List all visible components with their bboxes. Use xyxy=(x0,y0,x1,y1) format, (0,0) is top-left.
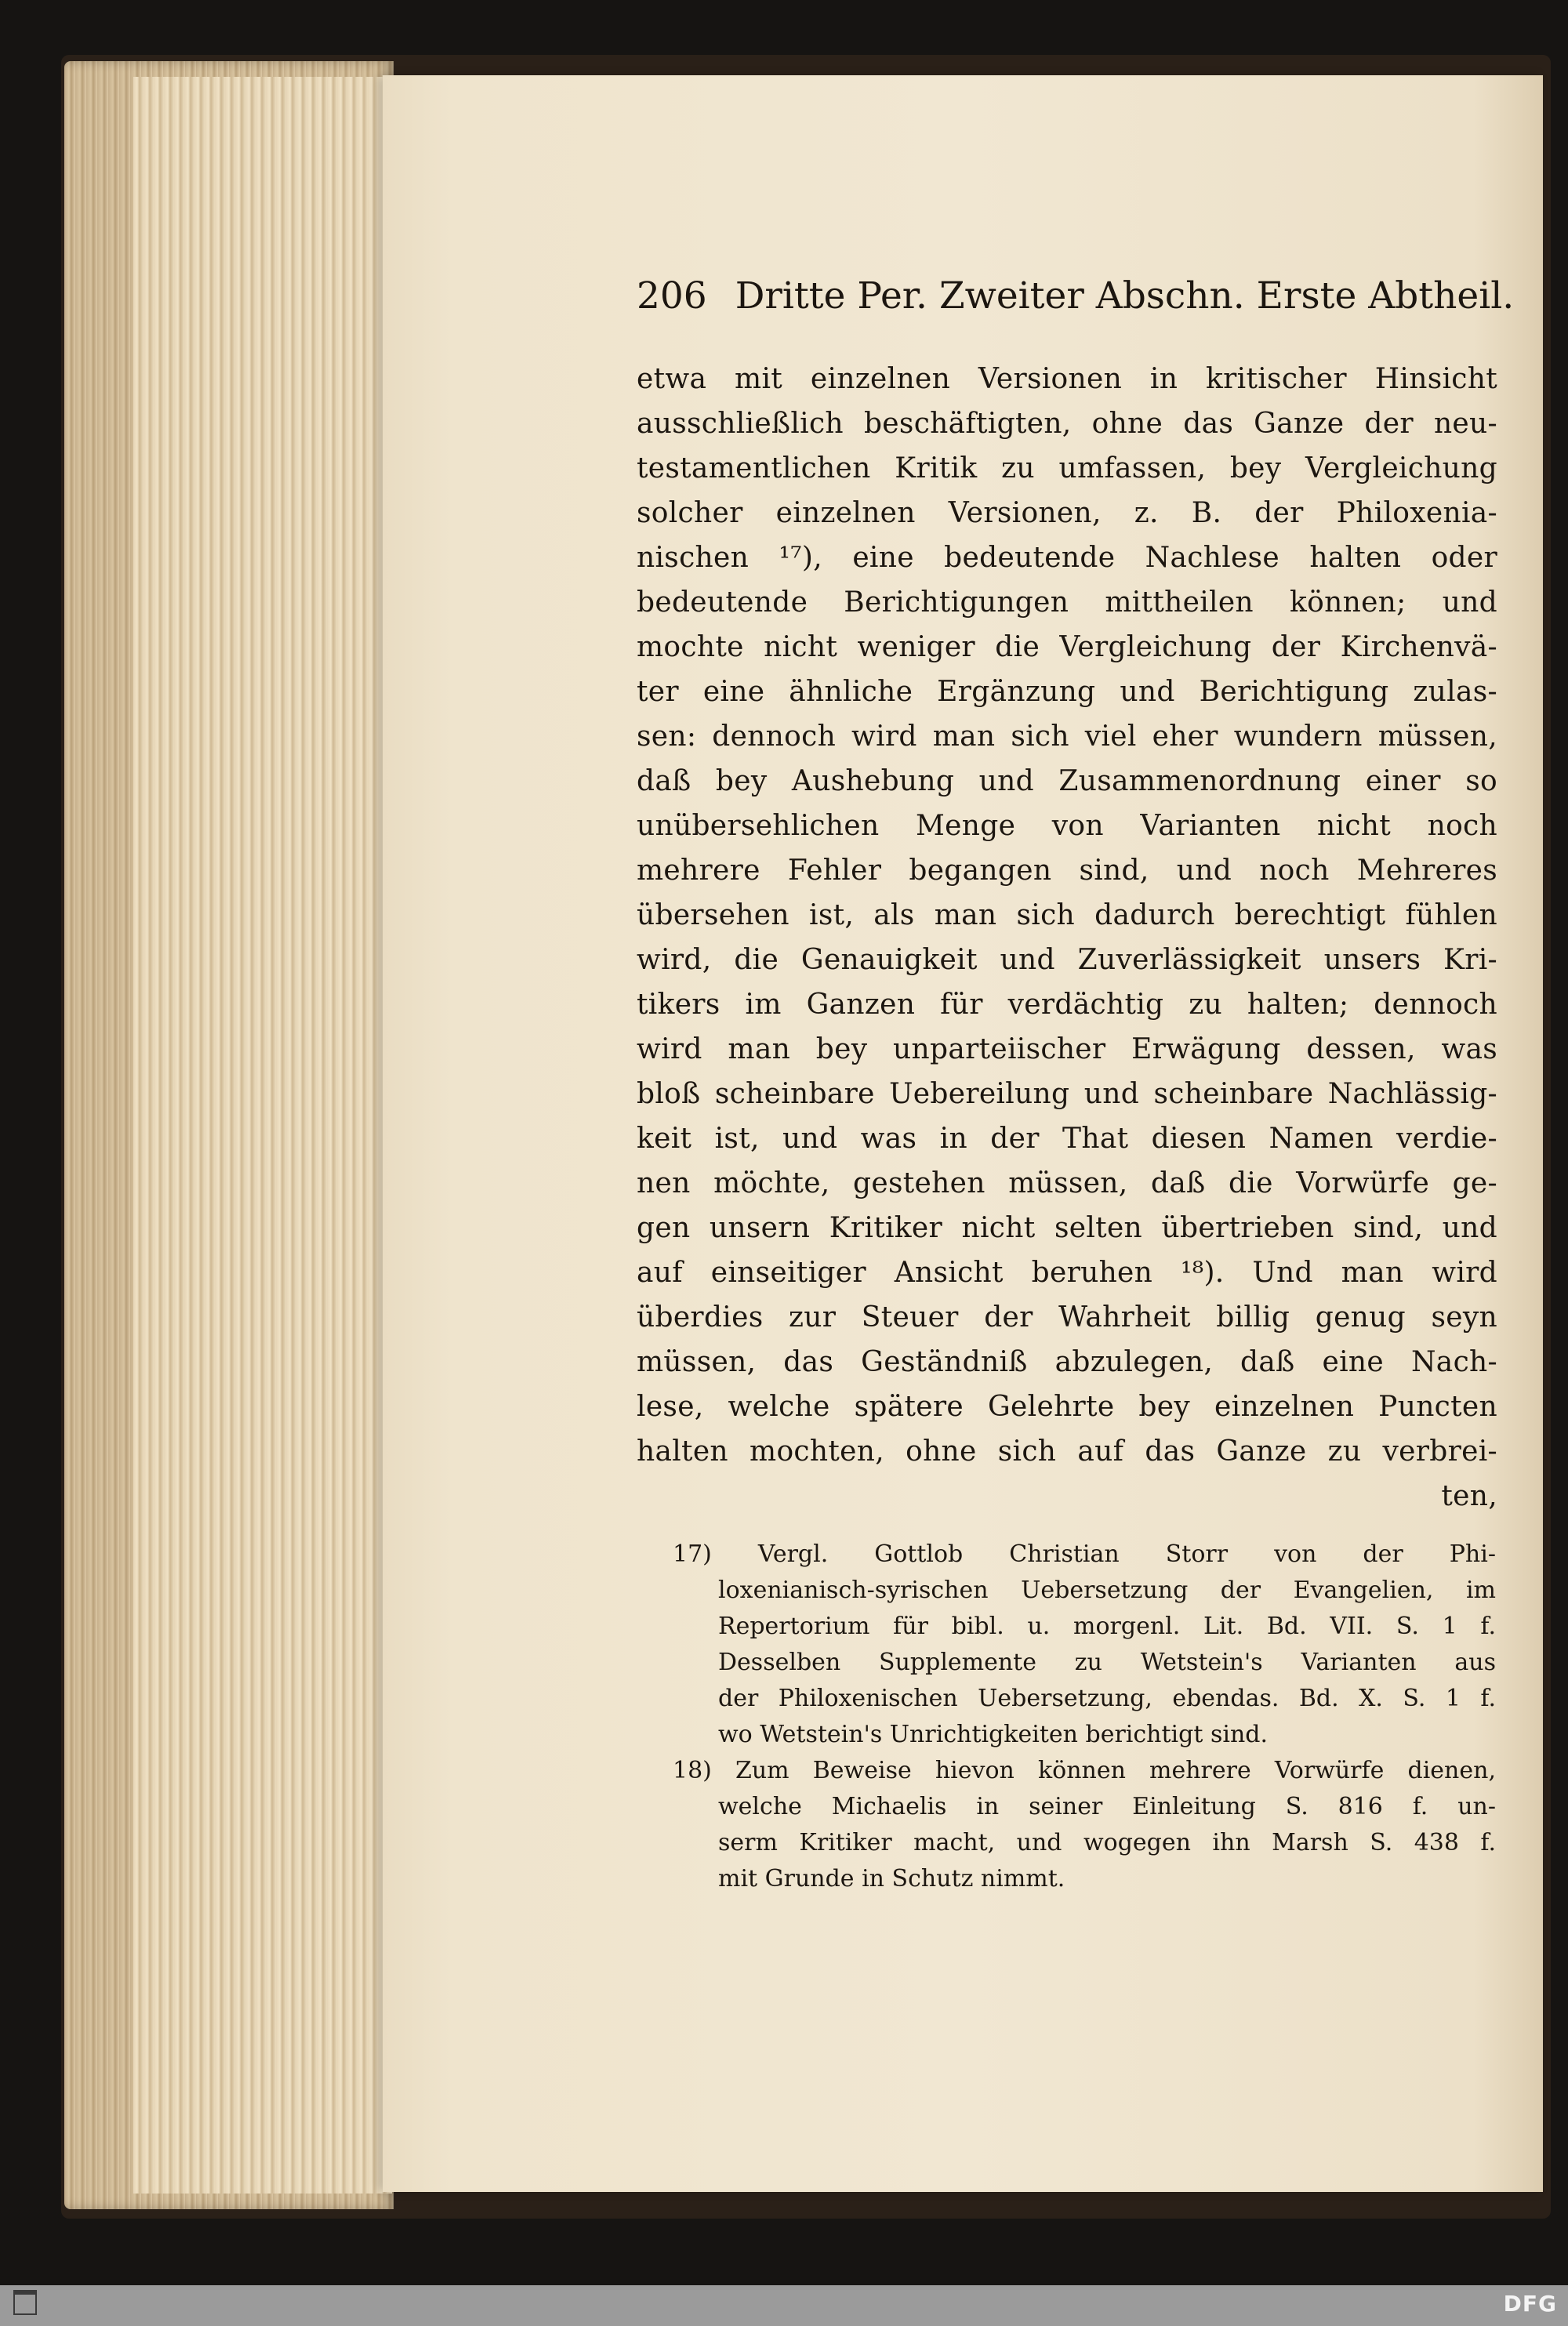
footnote-line: Desselben Supplemente zu Wetstein's Varianten aus xyxy=(718,1649,1496,1676)
footnote xyxy=(673,1537,1496,1753)
footnote-marker: 18) xyxy=(673,1757,712,1784)
text-line: überdies zur Steuer der Wahrheit billig genug seyn xyxy=(637,1301,1497,1334)
footnote-line: serm Kritiker macht, und wogegen ihn Marsh S. 438 f. xyxy=(718,1829,1496,1856)
page-number: 206 xyxy=(637,274,707,318)
footnote-first-line xyxy=(673,1537,1496,1573)
text-line: solcher einzelnen Versionen, z. B. der Philoxenia- xyxy=(637,497,1497,529)
text-line: mehrere Fehler begangen sind, und noch Mehreres xyxy=(637,855,1497,887)
text-line: ten, xyxy=(1441,1480,1497,1512)
text-line: halten mochten, ohne sich auf das Ganze zu verbrei- xyxy=(637,1435,1497,1468)
text-line: bloß scheinbare Uebereilung und scheinbare Nachlässig- xyxy=(637,1078,1497,1110)
running-title: Dritte Per. Zweiter Abschn. Erste Abtheil. xyxy=(735,274,1515,318)
text-line: unübersehlichen Menge von Varianten nicht noch xyxy=(637,810,1497,842)
footnote-line: wo Wetstein's Unrichtigkeiten berichtigt sind. xyxy=(718,1721,1269,1748)
dfg-logo: DFG xyxy=(1503,2291,1557,2317)
text-line: lese, welche spätere Gelehrte bey einzelnen Puncten xyxy=(637,1391,1497,1423)
text-line: nen möchte, gestehen müssen, daß die Vorwürfe ge- xyxy=(637,1167,1497,1199)
text-line: daß bey Aushebung und Zusammenordnung einer so xyxy=(637,765,1497,797)
footnote-marker: 17) xyxy=(673,1540,712,1568)
footnote-line: Repertorium für bibl. u. morgenl. Lit. Bd. VII. S. 1 f. xyxy=(718,1613,1496,1640)
text-line: nischen ¹⁷), eine bedeutende Nachlese halten oder xyxy=(637,542,1497,574)
page-edges-inner xyxy=(133,77,392,2194)
text-line: ter eine ähnliche Ergänzung und Berichtigung zulas- xyxy=(637,676,1497,708)
library-logo-icon xyxy=(9,2290,41,2321)
footnotes xyxy=(673,1537,1496,1897)
body-text xyxy=(637,357,1497,1519)
text-line: gen unsern Kritiker nicht selten übertrieben sind, und xyxy=(637,1212,1497,1244)
text-line: keit ist, und was in der That diesen Namen verdie- xyxy=(637,1123,1497,1155)
footnote xyxy=(673,1753,1496,1897)
text-line: bedeutende Berichtigungen mittheilen können; und xyxy=(637,586,1497,619)
footnote-text: Zum Beweise hievon können mehrere Vorwürfe dienen, xyxy=(735,1757,1496,1784)
footnote-line: mit Grunde in Schutz nimmt. xyxy=(718,1865,1065,1892)
text-line: mochte nicht weniger die Vergleichung der Kirchenvä- xyxy=(637,631,1497,663)
viewer-bottom-bar xyxy=(0,2285,1568,2326)
text-line: wird man bey unparteiischer Erwägung dessen, was xyxy=(637,1033,1497,1065)
footnote-line: der Philoxenischen Uebersetzung, ebendas. Bd. X. S. 1 f. xyxy=(718,1685,1496,1712)
text-line: ausschließlich beschäftigten, ohne das Ganze der neu- xyxy=(637,408,1497,440)
page-header xyxy=(637,274,1515,325)
footnote-line: loxenianisch-syrischen Uebersetzung der Evangelien, im xyxy=(718,1577,1496,1604)
footnote-first-line xyxy=(673,1753,1496,1789)
text-line: tikers im Ganzen für verdächtig zu halten; dennoch xyxy=(637,989,1497,1021)
text-line: auf einseitiger Ansicht beruhen ¹⁸). Und man wird xyxy=(637,1257,1497,1289)
text-line: sen: dennoch wird man sich viel eher wundern müssen, xyxy=(637,720,1497,753)
text-line: übersehen ist, als man sich dadurch berechtigt fühlen xyxy=(637,899,1497,931)
text-line: testamentlichen Kritik zu umfassen, bey Vergleichung xyxy=(637,452,1497,484)
text-line: müssen, das Geständniß abzulegen, daß eine Nach- xyxy=(637,1346,1497,1378)
text-line: etwa mit einzelnen Versionen in kritischer Hinsicht xyxy=(637,363,1497,395)
footnote-line: welche Michaelis in seiner Einleitung S. 816 f. un- xyxy=(718,1793,1496,1820)
text-line: wird, die Genauigkeit und Zuverlässigkeit unsers Kri- xyxy=(637,944,1497,976)
footnote-text: Vergl. Gottlob Christian Storr von der Phi- xyxy=(757,1540,1496,1568)
